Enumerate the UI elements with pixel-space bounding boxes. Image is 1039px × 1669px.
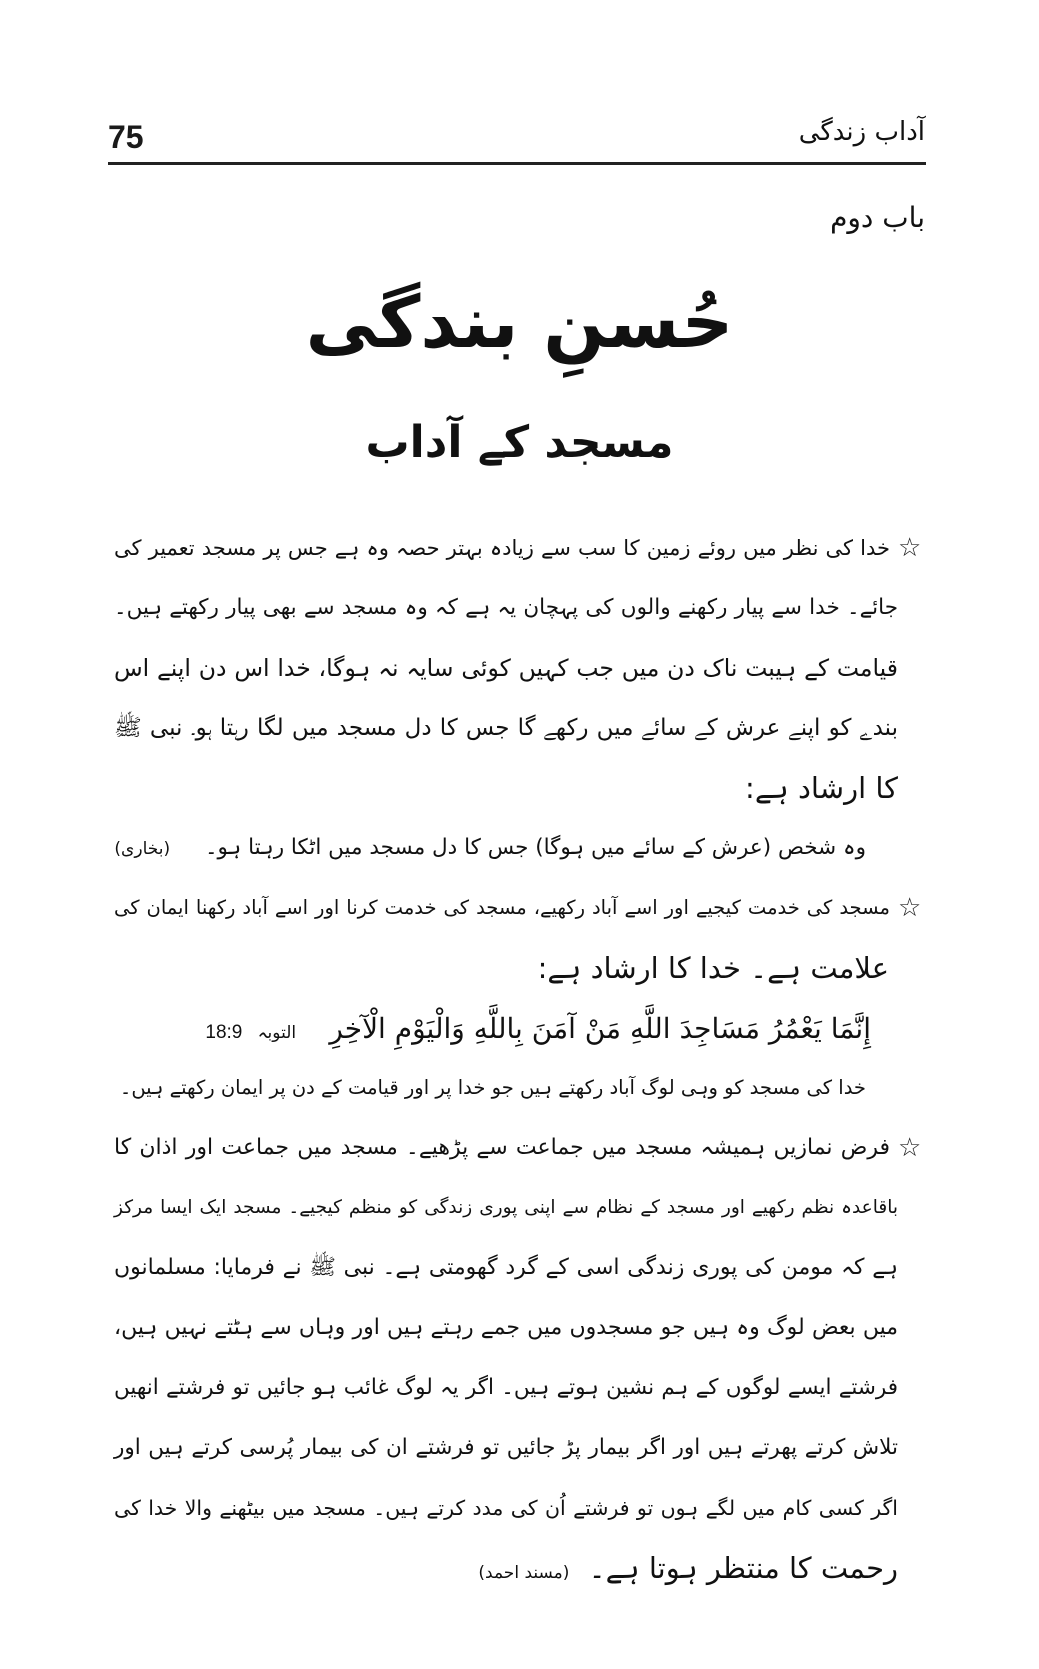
star-bullet-icon: ☆ [898,893,922,923]
surah-name: التوبہ [257,1023,297,1043]
running-title: آداب زندگی [798,117,925,147]
header-rule [108,162,926,165]
body-line: میں بعض لوگ وہ ہیں جو مسجدوں میں جمے رہتے ہیں اور وہاں سے ہٹتے نہیں ہیں، [114,1315,898,1340]
body-line: قیامت کے ہیبت ناک دن میں جب کہیں کوئی سایہ نہ ہوگا، خدا اس دن اپنے اس [114,654,898,682]
body-text: رحمت کا منتظر ہوتا ہے۔ [588,1551,898,1585]
quran-verse [114,1000,871,1056]
section-heading: مسجد کے آداب [365,417,674,468]
star-bullet-icon: ☆ [898,533,922,563]
body-line: بندے کو اپنے عرش کے سائے میں رکھے گا جس کا دل مسجد میں لگا رہتا ہو۔ نبی ﷺ [114,715,898,741]
hadith-quote [114,820,866,876]
body-line: فرض نمازیں ہمیشہ مسجد میں جماعت سے پڑھیے۔ مسجد میں جماعت اور اذان کا [114,1135,890,1160]
body-line: تلاش کرتے پھرتے ہیں اور اگر بیمار پڑ جائیں تو فرشتے ان کی بیمار پُرسی کرتے ہیں اور [114,1435,898,1460]
body-line: مسجد کی خدمت کیجیے اور اسے آباد رکھیے، مسجد کی خدمت کرنا اور اسے آباد رکھنا ایمان کی [114,896,890,919]
closing-line [114,1540,898,1596]
citation-bukhari: (بخاری) [114,839,171,859]
verse-reference: 18:9 [205,1022,243,1043]
chapter-label: باب دوم [830,201,925,234]
body-line: باقاعدہ نظم رکھیے اور مسجد کے نظام سے اپنی پوری زندگی کو منظم کیجیے۔ مسجد ایک ایسا مرکز [114,1197,898,1218]
body-line: جائے۔ خدا سے پیار رکھنے والوں کی پہچان یہ ہے کہ وہ مسجد سے بھی پیار رکھتے ہیں۔ [114,595,898,620]
body-line: کا ارشاد ہے: [745,771,898,805]
body-line: خدا کی نظر میں روئے زمین کا سب سے زیادہ بہتر حصہ وہ ہے جس پر مسجد تعمیر کی [114,536,890,560]
page-number: 75 [108,119,144,155]
citation-musnad-ahmad: (مسند احمد) [478,1563,570,1583]
star-bullet-icon: ☆ [898,1133,922,1163]
page-title: حُسنِ بندگی [305,280,734,364]
verse-translation: خدا کی مسجد کو وہی لوگ آباد رکھتے ہیں جو خدا پر اور قیامت کے دن پر ایمان رکھتے ہیں۔ [119,1076,866,1099]
body-line: علامت ہے۔ خدا کا ارشاد ہے: [537,951,889,985]
ayah-text: إِنَّمَا يَعْمُرُ مَسَاجِدَ اللَّهِ مَنْ آمَنَ بِاللَّهِ وَالْيَوْمِ الْآخِرِ [329,1012,871,1045]
hadith-text: وہ شخص (عرش کے سائے میں ہوگا) جس کا دل مسجد میں اٹکا رہتا ہو۔ [204,835,866,860]
body-line: ہے کہ مومن کی پوری زندگی اسی کے گرد گھومتی ہے۔ نبی ﷺ نے فرمایا: مسلمانوں [114,1255,898,1280]
body-line: فرشتے ایسے لوگوں کے ہم نشین ہوتے ہیں۔ اگر یہ لوگ غائب ہو جائیں تو فرشتے انھیں [114,1375,898,1400]
body-line: اگر کسی کام میں لگے ہوں تو فرشتے اُن کی مدد کرتے ہیں۔ مسجد میں بیٹھنے والا خدا کی [114,1496,898,1520]
